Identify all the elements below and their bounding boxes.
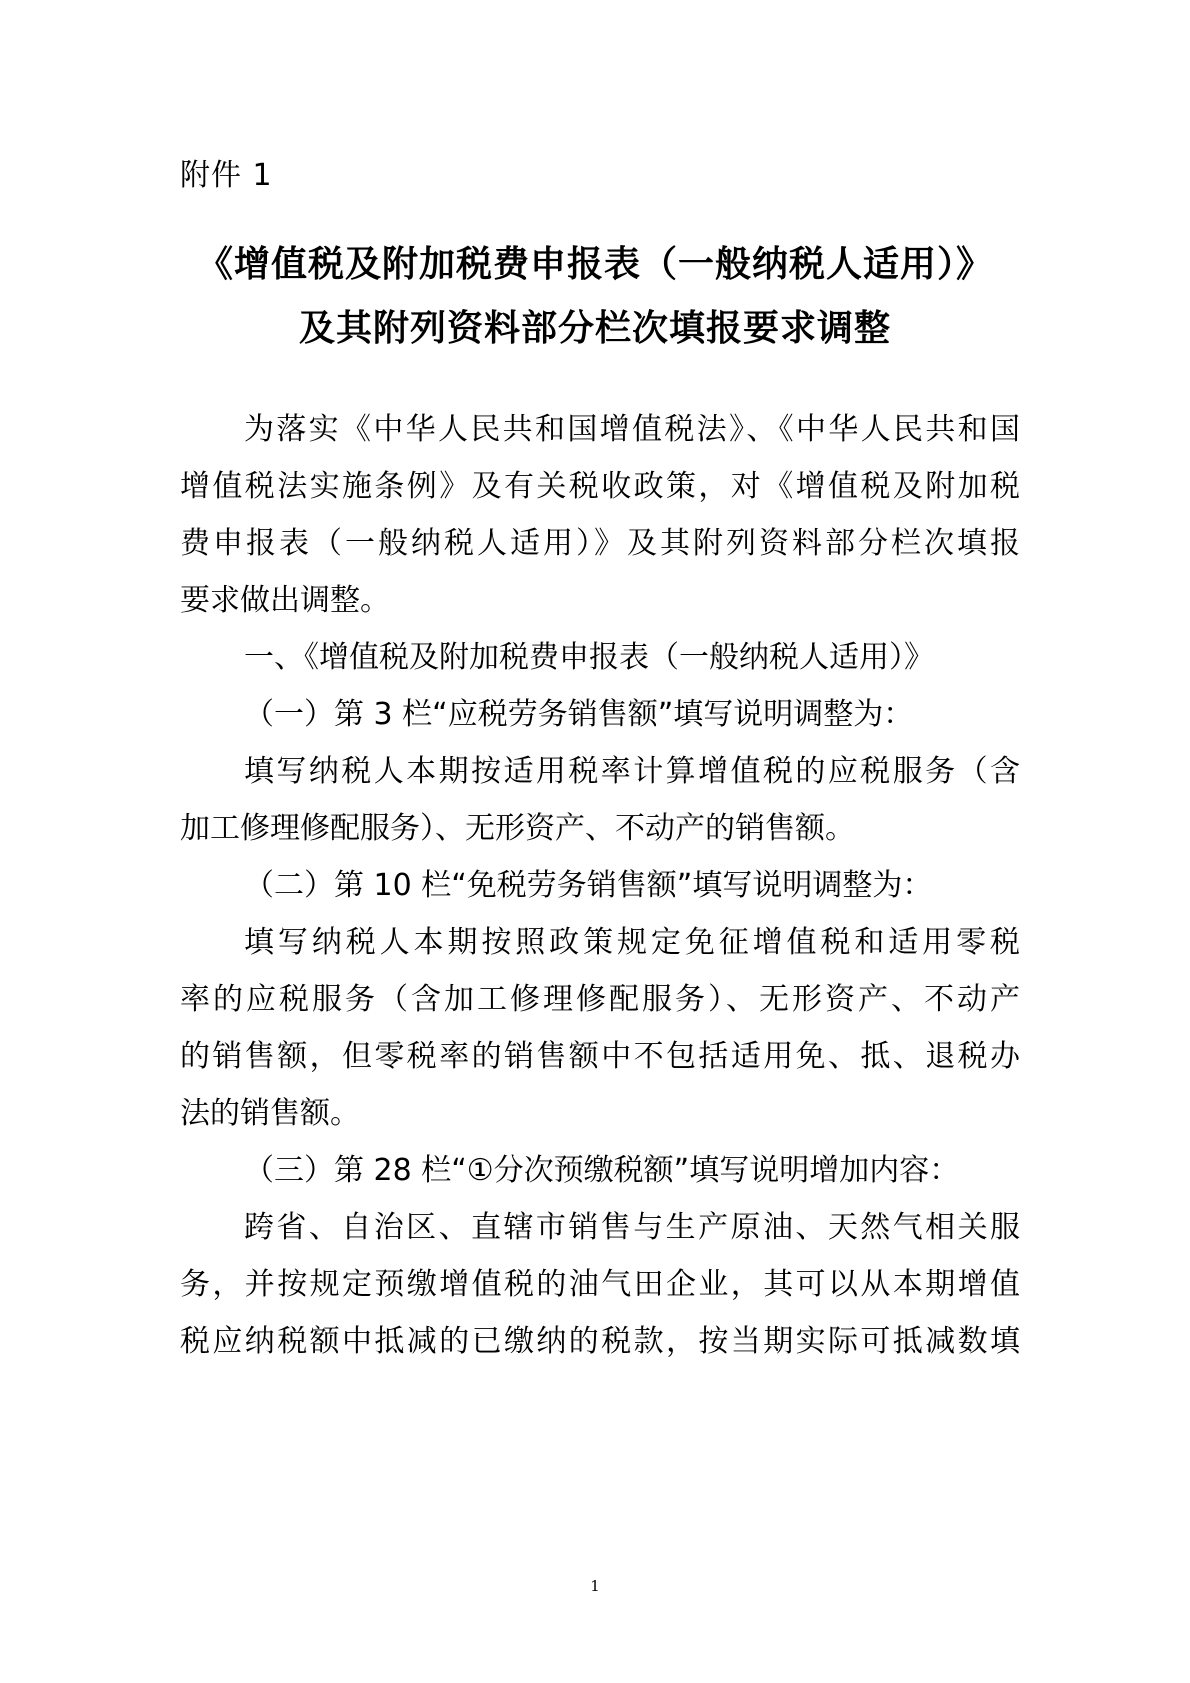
item-2-body-line-2: 率的应税服务（含加工修理修配服务）、无形资产、不动产 bbox=[180, 982, 1020, 1017]
intro-line-1: 为落实《中华人民共和国增值税法》、《中华人民共和国 bbox=[244, 412, 1020, 447]
item-3-body-line-2: 务，并按规定预缴增值税的油气田企业，其可以从本期增值 bbox=[180, 1267, 1020, 1302]
item-3-body-line-1: 跨省、自治区、直辖市销售与生产原油、天然气相关服 bbox=[244, 1210, 1020, 1245]
item-1-heading: （一）第 3 栏“应税劳务销售额”填写说明调整为： bbox=[244, 697, 914, 732]
section-1-heading: 一、《增值税及附加税费申报表（一般纳税人适用）》 bbox=[244, 640, 934, 675]
item-3-body-line-3: 税应纳税额中抵减的已缴纳的税款，按当期实际可抵减数填 bbox=[180, 1324, 1020, 1359]
intro-line-3: 费申报表（一般纳税人适用）》及其附列资料部分栏次填报 bbox=[180, 526, 1020, 561]
document-title-line-2: 及其附列资料部分栏次填报要求调整 bbox=[298, 307, 891, 349]
intro-line-2: 增值税法实施条例》及有关税收政策，对《增值税及附加税 bbox=[180, 469, 1020, 504]
item-2-heading: （二）第 10 栏“免税劳务销售额”填写说明调整为： bbox=[244, 868, 933, 903]
item-2-body-line-1: 填写纳税人本期按照政策规定免征增值税和适用零税 bbox=[244, 925, 1020, 960]
item-2-body-line-3: 的销售额，但零税率的销售额中不包括适用免、抵、退税办 bbox=[180, 1039, 1020, 1074]
document-title-line-1: 《增值税及附加税费申报表（一般纳税人适用）》 bbox=[196, 243, 993, 285]
item-1-body-line-1: 填写纳税人本期按适用税率计算增值税的应税服务（含 bbox=[244, 754, 1020, 789]
item-2-body-line-4: 法的销售额。 bbox=[180, 1096, 360, 1131]
intro-line-4: 要求做出调整。 bbox=[180, 583, 390, 618]
item-3-heading: （三）第 28 栏“①分次预缴税额”填写说明增加内容： bbox=[244, 1153, 960, 1188]
item-1-body-line-2: 加工修理修配服务）、无形资产、不动产的销售额。 bbox=[180, 811, 855, 846]
page-number: 1 bbox=[590, 1577, 600, 1595]
attachment-label: 附件 1 bbox=[180, 158, 273, 193]
